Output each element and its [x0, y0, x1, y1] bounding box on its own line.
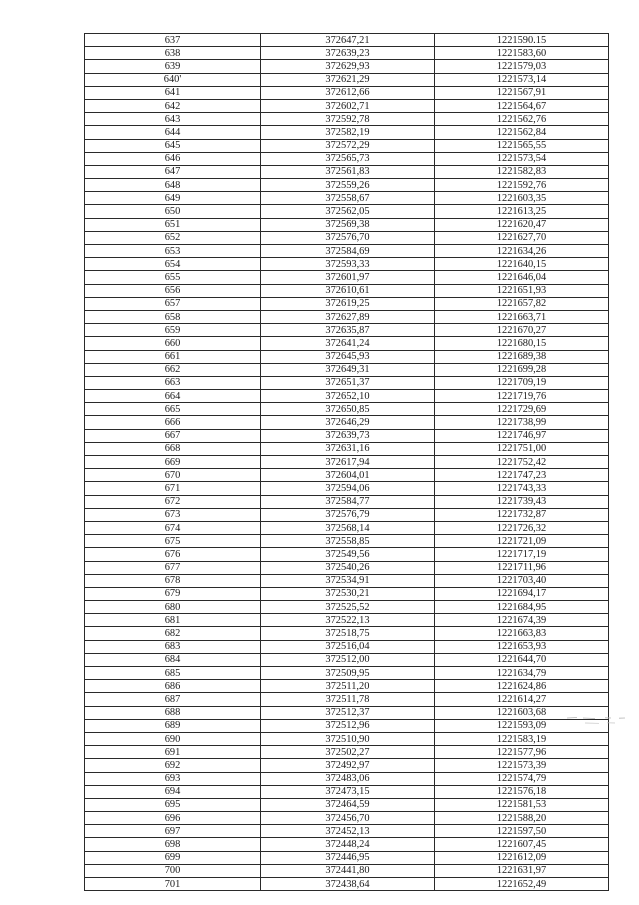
point-number-cell: 637: [85, 34, 261, 47]
table-row: [85, 60, 609, 73]
table-row: [85, 99, 609, 112]
y-coordinate-cell: 1221588,20: [435, 812, 609, 825]
point-number-cell: 665: [85, 403, 261, 416]
point-number-cell: 680: [85, 601, 261, 614]
x-coordinate-cell: 372631,16: [261, 442, 435, 455]
point-number-cell: 654: [85, 258, 261, 271]
table-row: [85, 86, 609, 99]
table-row: [85, 667, 609, 680]
point-number-cell: 651: [85, 218, 261, 231]
x-coordinate-cell: 372492,97: [261, 759, 435, 772]
x-coordinate-cell: 372534,91: [261, 574, 435, 587]
table-row: [85, 469, 609, 482]
table-row: [85, 732, 609, 745]
point-number-cell: 686: [85, 680, 261, 693]
point-number-cell: 684: [85, 653, 261, 666]
y-coordinate-cell: 1221747,23: [435, 469, 609, 482]
y-coordinate-cell: 1221562,76: [435, 113, 609, 126]
table-row: [85, 47, 609, 60]
y-coordinate-cell: 1221573,39: [435, 759, 609, 772]
x-coordinate-cell: 372512,96: [261, 719, 435, 732]
y-coordinate-cell: 1221644,70: [435, 653, 609, 666]
point-number-cell: 691: [85, 746, 261, 759]
x-coordinate-cell: 372650,85: [261, 403, 435, 416]
point-number-cell: 695: [85, 798, 261, 811]
point-number-cell: 692: [85, 759, 261, 772]
x-coordinate-cell: 372647,21: [261, 34, 435, 47]
x-coordinate-cell: 372483,06: [261, 772, 435, 785]
y-coordinate-cell: 1221711,96: [435, 561, 609, 574]
point-number-cell: 667: [85, 429, 261, 442]
y-coordinate-cell: 1221603,68: [435, 706, 609, 719]
x-coordinate-cell: 372540,26: [261, 561, 435, 574]
x-coordinate-cell: 372602,71: [261, 99, 435, 112]
x-coordinate-cell: 372511,20: [261, 680, 435, 693]
x-coordinate-cell: 372629,93: [261, 60, 435, 73]
point-number-cell: 645: [85, 139, 261, 152]
point-number-cell: 664: [85, 390, 261, 403]
table-row: [85, 864, 609, 877]
y-coordinate-cell: 1221574,79: [435, 772, 609, 785]
y-coordinate-cell: 1221663,83: [435, 627, 609, 640]
point-number-cell: 681: [85, 614, 261, 627]
table-row: [85, 231, 609, 244]
y-coordinate-cell: 1221634,26: [435, 245, 609, 258]
y-coordinate-cell: 1221567,91: [435, 86, 609, 99]
table-row: [85, 245, 609, 258]
y-coordinate-cell: 1221624,86: [435, 680, 609, 693]
y-coordinate-cell: 1221603,35: [435, 192, 609, 205]
x-coordinate-cell: 372592,78: [261, 113, 435, 126]
table-row: [85, 878, 609, 891]
table-row: [85, 521, 609, 534]
y-coordinate-cell: 1221709,19: [435, 376, 609, 389]
table-row: [85, 772, 609, 785]
table-row: [85, 139, 609, 152]
y-coordinate-cell: 1221627,70: [435, 231, 609, 244]
y-coordinate-cell: 1221564,67: [435, 99, 609, 112]
point-number-cell: 652: [85, 231, 261, 244]
point-number-cell: 639: [85, 60, 261, 73]
table-row: [85, 179, 609, 192]
point-number-cell: 648: [85, 179, 261, 192]
point-number-cell: 697: [85, 825, 261, 838]
y-coordinate-cell: 1221732,87: [435, 508, 609, 521]
point-number-cell: 653: [85, 245, 261, 258]
point-number-cell: 679: [85, 587, 261, 600]
table-row: [85, 838, 609, 851]
x-coordinate-cell: 372576,79: [261, 508, 435, 521]
table-row: [85, 126, 609, 139]
point-number-cell: 673: [85, 508, 261, 521]
x-coordinate-cell: 372584,69: [261, 245, 435, 258]
point-number-cell: 638: [85, 47, 261, 60]
y-coordinate-cell: 1221581,53: [435, 798, 609, 811]
x-coordinate-cell: 372576,70: [261, 231, 435, 244]
y-coordinate-cell: 1221612,09: [435, 851, 609, 864]
x-coordinate-cell: 372646,29: [261, 416, 435, 429]
x-coordinate-cell: 372582,19: [261, 126, 435, 139]
point-number-cell: 642: [85, 99, 261, 112]
y-coordinate-cell: 1221657,82: [435, 297, 609, 310]
table-row: [85, 284, 609, 297]
point-number-cell: 694: [85, 785, 261, 798]
table-row: [85, 205, 609, 218]
x-coordinate-cell: 372568,14: [261, 521, 435, 534]
point-number-cell: 690: [85, 732, 261, 745]
table-row: [85, 548, 609, 561]
table-row: [85, 653, 609, 666]
table-row: [85, 416, 609, 429]
point-number-cell: 655: [85, 271, 261, 284]
margin-pencil-marks: [565, 714, 635, 726]
table-row: [85, 258, 609, 271]
point-number-cell: 675: [85, 535, 261, 548]
x-coordinate-cell: 372522,13: [261, 614, 435, 627]
y-coordinate-cell: 1221751,00: [435, 442, 609, 455]
x-coordinate-cell: 372558,85: [261, 535, 435, 548]
x-coordinate-cell: 372565,73: [261, 152, 435, 165]
x-coordinate-cell: 372549,56: [261, 548, 435, 561]
y-coordinate-cell: 1221583,60: [435, 47, 609, 60]
x-coordinate-cell: 372518,75: [261, 627, 435, 640]
y-coordinate-cell: 1221674,39: [435, 614, 609, 627]
point-number-cell: 658: [85, 310, 261, 323]
y-coordinate-cell: 1221739,43: [435, 495, 609, 508]
coordinates-table: [84, 33, 609, 891]
point-number-cell: 693: [85, 772, 261, 785]
y-coordinate-cell: 1221694,17: [435, 587, 609, 600]
table-row: [85, 442, 609, 455]
y-coordinate-cell: 1221565,55: [435, 139, 609, 152]
coordinates-table-body: [85, 34, 609, 891]
point-number-cell: 643: [85, 113, 261, 126]
x-coordinate-cell: 372512,37: [261, 706, 435, 719]
x-coordinate-cell: 372612,66: [261, 86, 435, 99]
x-coordinate-cell: 372619,25: [261, 297, 435, 310]
y-coordinate-cell: 1221752,42: [435, 456, 609, 469]
table-row: [85, 456, 609, 469]
table-row: [85, 851, 609, 864]
y-coordinate-cell: 1221620,47: [435, 218, 609, 231]
y-coordinate-cell: 1221680,15: [435, 337, 609, 350]
y-coordinate-cell: 1221703,40: [435, 574, 609, 587]
x-coordinate-cell: 372473,15: [261, 785, 435, 798]
table-row: [85, 152, 609, 165]
table-row: [85, 614, 609, 627]
table-row: [85, 719, 609, 732]
x-coordinate-cell: 372509,95: [261, 667, 435, 680]
point-number-cell: 699: [85, 851, 261, 864]
y-coordinate-cell: 1221576,18: [435, 785, 609, 798]
point-number-cell: 657: [85, 297, 261, 310]
table-row: [85, 825, 609, 838]
y-coordinate-cell: 1221593,09: [435, 719, 609, 732]
table-row: [85, 403, 609, 416]
table-row: [85, 627, 609, 640]
y-coordinate-cell: 1221577,96: [435, 746, 609, 759]
point-number-cell: 688: [85, 706, 261, 719]
x-coordinate-cell: 372584,77: [261, 495, 435, 508]
point-number-cell: 668: [85, 442, 261, 455]
x-coordinate-cell: 372464,59: [261, 798, 435, 811]
y-coordinate-cell: 1221684,95: [435, 601, 609, 614]
table-row: [85, 693, 609, 706]
y-coordinate-cell: 1221579,03: [435, 60, 609, 73]
table-row: [85, 706, 609, 719]
point-number-cell: 696: [85, 812, 261, 825]
y-coordinate-cell: 1221614,27: [435, 693, 609, 706]
x-coordinate-cell: 372652,10: [261, 390, 435, 403]
x-coordinate-cell: 372610,61: [261, 284, 435, 297]
y-coordinate-cell: 1221590.15: [435, 34, 609, 47]
x-coordinate-cell: 372627,89: [261, 310, 435, 323]
x-coordinate-cell: 372525,52: [261, 601, 435, 614]
point-number-cell: 649: [85, 192, 261, 205]
y-coordinate-cell: 1221613,25: [435, 205, 609, 218]
table-row: [85, 297, 609, 310]
point-number-cell: 670: [85, 469, 261, 482]
table-row: [85, 113, 609, 126]
table-row: [85, 376, 609, 389]
point-number-cell: 641: [85, 86, 261, 99]
point-number-cell: 659: [85, 324, 261, 337]
table-row: [85, 363, 609, 376]
table-row: [85, 812, 609, 825]
x-coordinate-cell: 372641,24: [261, 337, 435, 350]
x-coordinate-cell: 372452,13: [261, 825, 435, 838]
y-coordinate-cell: 1221640,15: [435, 258, 609, 271]
x-coordinate-cell: 372559,26: [261, 179, 435, 192]
table-row: [85, 746, 609, 759]
table-row: [85, 640, 609, 653]
table-row: [85, 324, 609, 337]
x-coordinate-cell: 372446,95: [261, 851, 435, 864]
point-number-cell: 700: [85, 864, 261, 877]
y-coordinate-cell: 1221653,93: [435, 640, 609, 653]
x-coordinate-cell: 372558,67: [261, 192, 435, 205]
point-number-cell: 685: [85, 667, 261, 680]
point-number-cell: 671: [85, 482, 261, 495]
table-row: [85, 429, 609, 442]
table-row: [85, 759, 609, 772]
table-row: [85, 192, 609, 205]
y-coordinate-cell: 1221573,54: [435, 152, 609, 165]
y-coordinate-cell: 1221743,33: [435, 482, 609, 495]
y-coordinate-cell: 1221573,14: [435, 73, 609, 86]
y-coordinate-cell: 1221726,32: [435, 521, 609, 534]
table-row: [85, 34, 609, 47]
table-row: [85, 587, 609, 600]
x-coordinate-cell: 372502,27: [261, 746, 435, 759]
table-row: [85, 271, 609, 284]
point-number-cell: 650: [85, 205, 261, 218]
point-number-cell: 683: [85, 640, 261, 653]
x-coordinate-cell: 372572,29: [261, 139, 435, 152]
table-row: [85, 390, 609, 403]
x-coordinate-cell: 372639,23: [261, 47, 435, 60]
point-number-cell: 660: [85, 337, 261, 350]
table-row: [85, 218, 609, 231]
point-number-cell: 687: [85, 693, 261, 706]
y-coordinate-cell: 1221738,99: [435, 416, 609, 429]
table-row: [85, 535, 609, 548]
table-row: [85, 601, 609, 614]
point-number-cell: 682: [85, 627, 261, 640]
table-row: [85, 561, 609, 574]
y-coordinate-cell: 1221699,28: [435, 363, 609, 376]
y-coordinate-cell: 1221652,49: [435, 878, 609, 891]
x-coordinate-cell: 372635,87: [261, 324, 435, 337]
x-coordinate-cell: 372569,38: [261, 218, 435, 231]
x-coordinate-cell: 372561,83: [261, 165, 435, 178]
table-row: [85, 337, 609, 350]
table-row: [85, 165, 609, 178]
x-coordinate-cell: 372651,37: [261, 376, 435, 389]
y-coordinate-cell: 1221646,04: [435, 271, 609, 284]
x-coordinate-cell: 372645,93: [261, 350, 435, 363]
x-coordinate-cell: 372530,21: [261, 587, 435, 600]
table-row: [85, 310, 609, 323]
x-coordinate-cell: 372441,80: [261, 864, 435, 877]
point-number-cell: 656: [85, 284, 261, 297]
x-coordinate-cell: 372438,64: [261, 878, 435, 891]
x-coordinate-cell: 372604,01: [261, 469, 435, 482]
point-number-cell: 644: [85, 126, 261, 139]
table-row: [85, 495, 609, 508]
point-number-cell: 663: [85, 376, 261, 389]
x-coordinate-cell: 372511,78: [261, 693, 435, 706]
y-coordinate-cell: 1221670,27: [435, 324, 609, 337]
y-coordinate-cell: 1221562,84: [435, 126, 609, 139]
point-number-cell: 701: [85, 878, 261, 891]
x-coordinate-cell: 372456,70: [261, 812, 435, 825]
y-coordinate-cell: 1221583,19: [435, 732, 609, 745]
x-coordinate-cell: 372562,05: [261, 205, 435, 218]
x-coordinate-cell: 372593,33: [261, 258, 435, 271]
y-coordinate-cell: 1221592,76: [435, 179, 609, 192]
y-coordinate-cell: 1221719,76: [435, 390, 609, 403]
point-number-cell: 676: [85, 548, 261, 561]
y-coordinate-cell: 1221631,97: [435, 864, 609, 877]
table-row: [85, 73, 609, 86]
table-row: [85, 482, 609, 495]
y-coordinate-cell: 1221651,93: [435, 284, 609, 297]
y-coordinate-cell: 1221746,97: [435, 429, 609, 442]
table-row: [85, 508, 609, 521]
x-coordinate-cell: 372512,00: [261, 653, 435, 666]
point-number-cell: 647: [85, 165, 261, 178]
point-number-cell: 677: [85, 561, 261, 574]
x-coordinate-cell: 372649,31: [261, 363, 435, 376]
point-number-cell: 666: [85, 416, 261, 429]
table-row: [85, 798, 609, 811]
y-coordinate-cell: 1221582,83: [435, 165, 609, 178]
point-number-cell: 662: [85, 363, 261, 376]
table-row: [85, 680, 609, 693]
y-coordinate-cell: 1221717,19: [435, 548, 609, 561]
y-coordinate-cell: 1221663,71: [435, 310, 609, 323]
y-coordinate-cell: 1221607,45: [435, 838, 609, 851]
point-number-cell: 689: [85, 719, 261, 732]
point-number-cell: 698: [85, 838, 261, 851]
y-coordinate-cell: 1221689,38: [435, 350, 609, 363]
x-coordinate-cell: 372448,24: [261, 838, 435, 851]
point-number-cell: 640': [85, 73, 261, 86]
point-number-cell: 669: [85, 456, 261, 469]
table-row: [85, 785, 609, 798]
x-coordinate-cell: 372510,90: [261, 732, 435, 745]
x-coordinate-cell: 372601,97: [261, 271, 435, 284]
x-coordinate-cell: 372594,06: [261, 482, 435, 495]
point-number-cell: 646: [85, 152, 261, 165]
point-number-cell: 661: [85, 350, 261, 363]
point-number-cell: 674: [85, 521, 261, 534]
x-coordinate-cell: 372617,94: [261, 456, 435, 469]
y-coordinate-cell: 1221597,50: [435, 825, 609, 838]
point-number-cell: 672: [85, 495, 261, 508]
table-row: [85, 350, 609, 363]
x-coordinate-cell: 372621,29: [261, 73, 435, 86]
y-coordinate-cell: 1221634,79: [435, 667, 609, 680]
y-coordinate-cell: 1221721,09: [435, 535, 609, 548]
x-coordinate-cell: 372516,04: [261, 640, 435, 653]
y-coordinate-cell: 1221729,69: [435, 403, 609, 416]
table-row: [85, 574, 609, 587]
point-number-cell: 678: [85, 574, 261, 587]
x-coordinate-cell: 372639,73: [261, 429, 435, 442]
